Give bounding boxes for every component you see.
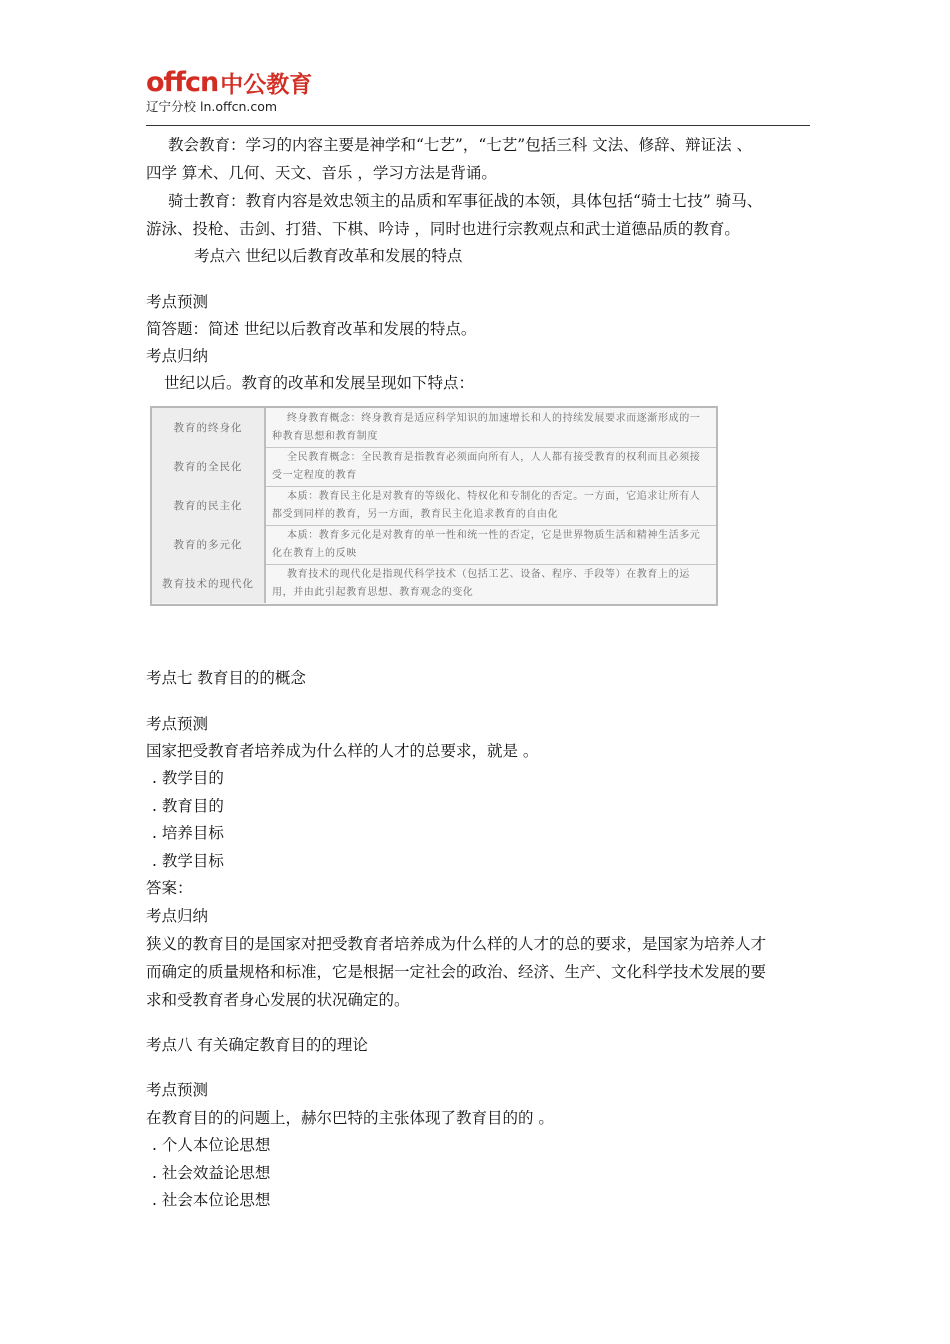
kd8-option: . 社会本位论思想 — [152, 1191, 271, 1209]
kd6-summary-label: 考点归纳 — [146, 347, 209, 365]
kd7-summary-line1: 狭义的教育目的是国家对把受教育者培养成为什么样的人才的总的要求，是国家为培养人才 — [146, 935, 767, 953]
kd6-predict-label: 考点预测 — [146, 293, 209, 311]
kd7-option: . 培养目标 — [152, 824, 224, 842]
paragraph-knight-line1: 骑士教育：教育内容是效忠领主的品质和军事征战的本领，具体包括“骑士七技” 骑马、 — [168, 192, 763, 210]
table-cell-name: 教育的终身化 — [152, 408, 266, 447]
logo-brand-cn: 中公教育 — [220, 72, 313, 98]
kd7-answer-label: 答案： — [146, 879, 193, 897]
education-trends-table — [150, 406, 718, 606]
kd8-predict-label: 考点预测 — [146, 1081, 209, 1099]
logo-brand-text: offcn — [146, 67, 219, 98]
table-row — [152, 486, 716, 526]
kd6-question: 简答题：简述 世纪以后教育改革和发展的特点。 — [146, 320, 477, 338]
table-cell-name: 教育技术的现代化 — [152, 564, 266, 603]
table-row — [152, 525, 716, 565]
kd7-option: . 教学目的 — [152, 769, 224, 787]
kd7-option: . 教育目的 — [152, 797, 224, 815]
kd7-option: . 教学目标 — [152, 852, 224, 870]
table-row — [152, 447, 716, 487]
logo-subtitle: 辽宁分校 ln.offcn.com — [146, 99, 278, 114]
paragraph-knight-line2: 游泳、投枪、击剑、打猎、下棋、吟诗 ，同时也进行宗教观点和武士道德品质的教育。 — [146, 220, 740, 238]
offcn-logo — [146, 66, 312, 115]
kd8-option: . 个人本位论思想 — [152, 1136, 271, 1154]
table-row — [152, 564, 716, 603]
paragraph-church-line2: 四学 算术、几何、天文、音乐 ，学习方法是背诵。 — [146, 164, 497, 182]
table-cell-name: 教育的民主化 — [152, 486, 266, 525]
kd7-summary-line3: 求和受教育者身心发展的状况确定的。 — [146, 991, 410, 1009]
table-cell-desc: 本质：教育民主化是对教育的等级化、特权化和专制化的否定。一方面，它追求让所有人都受到同样的教育，另一方面，教育民主化追求教育的自由化 — [272, 491, 701, 520]
table-cell-desc: 本质：教育多元化是对教育的单一性和统一性的否定，它是世界物质生活和精神生活多元化在教育上的反映 — [272, 530, 701, 559]
kd7-predict-label: 考点预测 — [146, 715, 209, 733]
kd6-intro: 世纪以后。教育的改革和发展呈现如下特点： — [164, 374, 475, 392]
table-row — [152, 408, 716, 448]
kd8-question: 在教育目的的问题上，赫尔巴特的主张体现了教育目的的 。 — [146, 1109, 554, 1127]
paragraph-church-line1: 教会教育：学习的内容主要是神学和“七艺”，“七艺”包括三科 文法、修辞、辩证法 、 — [168, 136, 753, 154]
kd7-question: 国家把受教育者培养成为什么样的人才的总要求，就是 。 — [146, 742, 539, 760]
kd8-option: . 社会效益论思想 — [152, 1164, 271, 1182]
kd7-summary-label: 考点归纳 — [146, 907, 209, 925]
table-cell-desc: 教育技术的现代化是指现代科学技术（包括工艺、设备、程序、手段等）在教育上的运用，并由此引起教育思想、教育观念的变化 — [272, 569, 690, 598]
table-cell-name: 教育的全民化 — [152, 447, 266, 486]
section-title-kd8: 考点八 有关确定教育目的的理论 — [146, 1036, 368, 1054]
table-cell-name: 教育的多元化 — [152, 525, 266, 564]
section-title-kd6: 考点六 世纪以后教育改革和发展的特点 — [194, 247, 463, 265]
kd7-summary-line2: 而确定的质量规格和标准，它是根据一定社会的政治、经济、生产、文化科学技术发展的要 — [146, 963, 767, 981]
table-cell-desc: 全民教育概念：全民教育是指教育必须面向所有人，人人都有接受教育的权利而且必须接受一定程度的教育 — [272, 452, 701, 481]
section-title-kd7: 考点七 教育目的的概念 — [146, 669, 306, 687]
table-cell-desc: 终身教育概念：终身教育是适应科学知识的加速增长和人的持续发展要求而逐渐形成的一种教育思想和教育制度 — [272, 413, 701, 442]
header-divider — [146, 125, 810, 126]
